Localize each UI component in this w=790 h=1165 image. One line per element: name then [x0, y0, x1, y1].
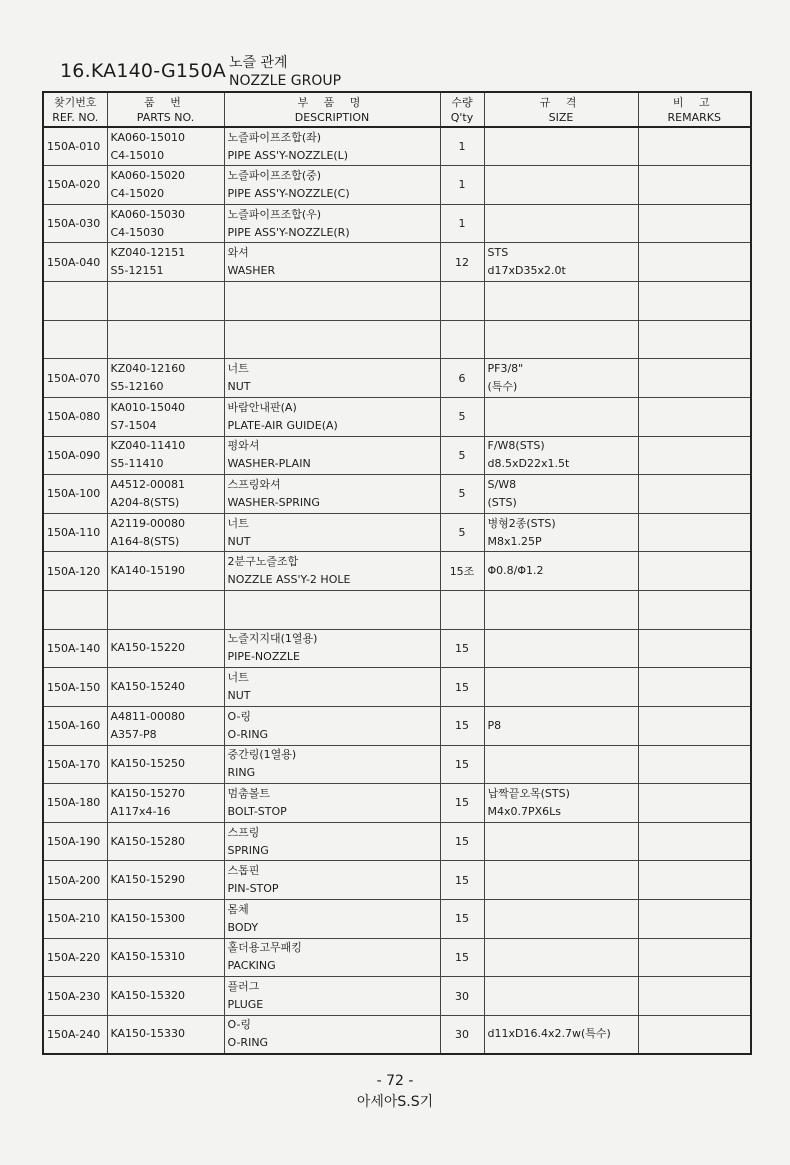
ref-number: 150A-210 [43, 900, 107, 939]
description: 홀더용고무패킹 PACKING [224, 938, 440, 977]
quantity: 15 [440, 784, 484, 823]
size: d11xD16.4x2.7w(특수) [484, 1015, 638, 1054]
table-row [43, 784, 751, 823]
table-row [43, 513, 751, 552]
parts-number: KA150-15300 [107, 900, 224, 939]
description: 너트 NUT [224, 668, 440, 707]
description: 바람안내판(A) PLATE-AIR GUIDE(A) [224, 397, 440, 436]
quantity: 1 [440, 127, 484, 166]
quantity: 15 [440, 861, 484, 900]
remarks [638, 204, 751, 243]
quantity: 1 [440, 204, 484, 243]
table-row [43, 320, 751, 359]
size [484, 282, 638, 321]
size: F/W8(STS) d8.5xD22x1.5t [484, 436, 638, 475]
description: 평와셔 WASHER-PLAIN [224, 436, 440, 475]
size: S/W8 (STS) [484, 475, 638, 514]
description: 노즐지지대(1열용) PIPE-NOZZLE [224, 629, 440, 668]
remarks [638, 282, 751, 321]
description: 너트 NUT [224, 513, 440, 552]
table-row [43, 629, 751, 668]
table-row [43, 359, 751, 398]
ref-number: 150A-120 [43, 552, 107, 591]
parts-number [107, 320, 224, 359]
table-row [43, 243, 751, 282]
remarks [638, 359, 751, 398]
quantity: 15 [440, 745, 484, 784]
parts-number: KA150-15270 A117x4-16 [107, 784, 224, 823]
quantity: 12 [440, 243, 484, 282]
size: P8 [484, 706, 638, 745]
size [484, 591, 638, 630]
size [484, 629, 638, 668]
remarks [638, 629, 751, 668]
header-description: 부 품 명 DESCRIPTION [224, 92, 440, 127]
remarks [638, 397, 751, 436]
table-row [43, 397, 751, 436]
remarks [638, 320, 751, 359]
remarks [638, 166, 751, 205]
description: O-링 O-RING [224, 706, 440, 745]
ref-number: 150A-020 [43, 166, 107, 205]
remarks [638, 822, 751, 861]
ref-number: 150A-200 [43, 861, 107, 900]
size: Φ0.8/Φ1.2 [484, 552, 638, 591]
ref-number [43, 591, 107, 630]
quantity: 15 [440, 900, 484, 939]
quantity: 6 [440, 359, 484, 398]
remarks [638, 706, 751, 745]
quantity: 15조 [440, 552, 484, 591]
remarks [638, 668, 751, 707]
header-size: 규 격 SIZE [484, 92, 638, 127]
description: 와셔 WASHER [224, 243, 440, 282]
table-row [43, 127, 751, 166]
description [224, 282, 440, 321]
description: 노즐파이프조합(중) PIPE ASS'Y-NOZZLE(C) [224, 166, 440, 205]
table-row [43, 1015, 751, 1054]
size: STS d17xD35x2.0t [484, 243, 638, 282]
quantity: 15 [440, 668, 484, 707]
quantity: 15 [440, 706, 484, 745]
size [484, 127, 638, 166]
description: O-링 O-RING [224, 1015, 440, 1054]
size [484, 861, 638, 900]
remarks [638, 900, 751, 939]
parts-number: KA150-15320 [107, 977, 224, 1016]
remarks [638, 938, 751, 977]
table-row [43, 668, 751, 707]
table-row [43, 745, 751, 784]
ref-number: 150A-190 [43, 822, 107, 861]
table-row [43, 282, 751, 321]
company-name: 아세아S.S기 [356, 1094, 434, 1110]
table-row [43, 166, 751, 205]
table-row [43, 552, 751, 591]
parts-number: KZ040-12151 S5-12151 [107, 243, 224, 282]
remarks [638, 1015, 751, 1054]
parts-table [42, 91, 752, 1055]
ref-number: 150A-240 [43, 1015, 107, 1054]
size [484, 320, 638, 359]
size [484, 745, 638, 784]
description: 플러그 PLUGE [224, 977, 440, 1016]
remarks [638, 745, 751, 784]
ref-number: 150A-090 [43, 436, 107, 475]
remarks [638, 243, 751, 282]
table-header-row [43, 92, 751, 127]
ref-number: 150A-140 [43, 629, 107, 668]
parts-number: KZ040-12160 S5-12160 [107, 359, 224, 398]
quantity: 1 [440, 166, 484, 205]
header-parts-no: 품 번 PARTS NO. [107, 92, 224, 127]
description: 너트 NUT [224, 359, 440, 398]
table-row [43, 861, 751, 900]
size [484, 397, 638, 436]
parts-table-body [43, 127, 751, 1054]
remarks [638, 977, 751, 1016]
parts-number: KA010-15040 S7-1504 [107, 397, 224, 436]
description [224, 320, 440, 359]
remarks [638, 784, 751, 823]
description: 스톱핀 PIN-STOP [224, 861, 440, 900]
remarks [638, 513, 751, 552]
description: 스프링 SPRING [224, 822, 440, 861]
parts-number: KZ040-11410 S5-11410 [107, 436, 224, 475]
parts-number: KA140-15190 [107, 552, 224, 591]
description: 중간링(1열용) RING [224, 745, 440, 784]
ref-number: 150A-160 [43, 706, 107, 745]
table-row [43, 591, 751, 630]
quantity: 30 [440, 1015, 484, 1054]
page-title-korean: 노즐 관계 [229, 55, 288, 71]
remarks [638, 127, 751, 166]
quantity: 30 [440, 977, 484, 1016]
ref-number: 150A-180 [43, 784, 107, 823]
parts-number: KA060-15030 C4-15030 [107, 204, 224, 243]
header-ref: 찾기번호 REF. NO. [43, 92, 107, 127]
quantity [440, 591, 484, 630]
parts-number: KA060-15020 C4-15020 [107, 166, 224, 205]
parts-number: KA060-15010 C4-15010 [107, 127, 224, 166]
quantity: 5 [440, 436, 484, 475]
parts-number: A4512-00081 A204-8(STS) [107, 475, 224, 514]
header-qty: 수량 Q'ty [440, 92, 484, 127]
remarks [638, 436, 751, 475]
description: 노즐파이프조합(좌) PIPE ASS'Y-NOZZLE(L) [224, 127, 440, 166]
table-row [43, 938, 751, 977]
parts-number: KA150-15250 [107, 745, 224, 784]
quantity: 15 [440, 822, 484, 861]
table-row [43, 900, 751, 939]
parts-number: A4811-00080 A357-P8 [107, 706, 224, 745]
parts-number: KA150-15290 [107, 861, 224, 900]
remarks [638, 475, 751, 514]
size: 납짝끝오목(STS) M4x0.7PX6Ls [484, 784, 638, 823]
parts-number [107, 282, 224, 321]
ref-number: 150A-030 [43, 204, 107, 243]
description: 스프링와셔 WASHER-SPRING [224, 475, 440, 514]
size: 병형2종(STS) M8x1.25P [484, 513, 638, 552]
quantity [440, 282, 484, 321]
description: 멈춤볼트 BOLT-STOP [224, 784, 440, 823]
table-row [43, 977, 751, 1016]
parts-number: KA150-15220 [107, 629, 224, 668]
parts-number: KA150-15310 [107, 938, 224, 977]
table-row [43, 436, 751, 475]
size [484, 900, 638, 939]
parts-number: KA150-15240 [107, 668, 224, 707]
size [484, 166, 638, 205]
table-row [43, 706, 751, 745]
remarks [638, 861, 751, 900]
ref-number: 150A-220 [43, 938, 107, 977]
ref-number [43, 282, 107, 321]
description: 몸체 BODY [224, 900, 440, 939]
parts-number: A2119-00080 A164-8(STS) [107, 513, 224, 552]
header-remarks: 비 고 REMARKS [638, 92, 751, 127]
ref-number: 150A-170 [43, 745, 107, 784]
parts-number: KA150-15330 [107, 1015, 224, 1054]
size [484, 668, 638, 707]
description: 2분구노즐조합 NOZZLE ASS'Y-2 HOLE [224, 552, 440, 591]
quantity: 5 [440, 475, 484, 514]
size [484, 938, 638, 977]
size [484, 204, 638, 243]
remarks [638, 552, 751, 591]
description: 노즐파이프조합(우) PIPE ASS'Y-NOZZLE(R) [224, 204, 440, 243]
quantity [440, 320, 484, 359]
ref-number: 150A-100 [43, 475, 107, 514]
table-row [43, 204, 751, 243]
description [224, 591, 440, 630]
parts-number [107, 591, 224, 630]
ref-number: 150A-040 [43, 243, 107, 282]
ref-number: 150A-070 [43, 359, 107, 398]
table-row [43, 475, 751, 514]
size: PF3/8" (특수) [484, 359, 638, 398]
page-title-english: NOZZLE GROUP [229, 73, 342, 89]
page-title-number: 16.KA140-G150A [60, 60, 226, 82]
quantity: 5 [440, 397, 484, 436]
ref-number: 150A-010 [43, 127, 107, 166]
quantity: 15 [440, 938, 484, 977]
page-number: - 72 - [376, 1073, 414, 1089]
quantity: 15 [440, 629, 484, 668]
remarks [638, 591, 751, 630]
ref-number: 150A-150 [43, 668, 107, 707]
size [484, 977, 638, 1016]
ref-number: 150A-080 [43, 397, 107, 436]
table-row [43, 822, 751, 861]
ref-number: 150A-230 [43, 977, 107, 1016]
size [484, 822, 638, 861]
parts-number: KA150-15280 [107, 822, 224, 861]
quantity: 5 [440, 513, 484, 552]
ref-number [43, 320, 107, 359]
ref-number: 150A-110 [43, 513, 107, 552]
